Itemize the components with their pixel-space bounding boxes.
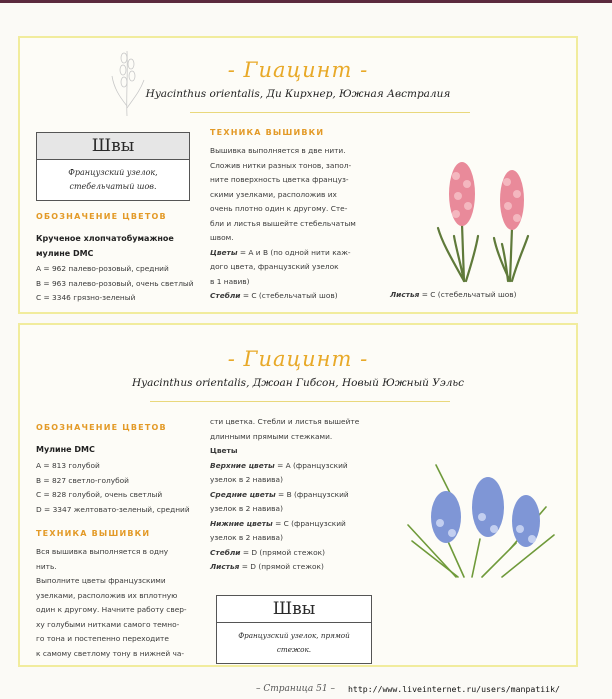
- technique-line: очень плотно один к другому. Сте-: [210, 204, 348, 213]
- technique-line: Вся вышивка выполняется в одну: [36, 547, 169, 556]
- technique-line: ните поверхность цветка француз-: [210, 175, 349, 184]
- hyacinth-panel-2: [18, 323, 578, 667]
- stitches-heading: Швы: [217, 596, 371, 623]
- hyacinth-panel-1: [18, 36, 578, 314]
- stitches-line: стебельчатый шов.: [69, 182, 157, 191]
- stitches-line: Французский узелок,: [68, 168, 158, 177]
- technique-heading: ТЕХНИКА ВЫШИВКИ: [210, 128, 325, 137]
- technique-line: к самому светлому тону в нижней ча-: [36, 648, 185, 658]
- threads-type-line: Крученое хлопчатобумажное: [36, 234, 174, 243]
- stitches-box: [36, 132, 190, 201]
- colors-label: Цветы: [210, 446, 238, 455]
- stems-value: = С (стебельчатый шов): [240, 291, 338, 300]
- flowers-line: [210, 246, 380, 261]
- technique-line: ху голубыми нитками самого темно-: [36, 619, 180, 629]
- middle-value: = В (французский: [275, 489, 349, 499]
- thread-item: B = 827 светло-голубой: [36, 475, 129, 485]
- upper-cont: узелок в 2 навива): [210, 475, 283, 484]
- pink-hyacinth-embroidery: [420, 156, 550, 286]
- leaves-line: [390, 288, 517, 303]
- section-subtitle: Hyacinthus orientalis, Джоан Гибсон, Новый Южный Уэльс: [131, 377, 464, 389]
- technique-line: го тона и постепенно переходите: [36, 634, 169, 643]
- stitches-body: Французский узелок, прямой стежок.: [238, 631, 350, 654]
- leaves-line: [210, 560, 390, 575]
- stitches-heading: Швы: [37, 133, 189, 160]
- technique-line: длинными прямыми стежками.: [210, 431, 333, 441]
- thread-item: A = 962 палево-розовый, средний: [36, 264, 169, 273]
- leaves-label: Листья: [390, 290, 420, 299]
- middle-label: Средние цветы: [210, 489, 276, 499]
- stems-line: [210, 289, 380, 304]
- threads-type: [36, 232, 174, 261]
- upper-line: [210, 459, 390, 474]
- technique-text: [36, 545, 206, 661]
- threads-list: [36, 262, 194, 306]
- subtitle-rule: [150, 401, 450, 402]
- thread-item: B = 963 палево-розовый, очень светлый: [36, 278, 194, 288]
- thread-item: D = 3347 желтовато-зеленый, средний: [36, 504, 190, 514]
- technique-text: [210, 144, 380, 304]
- upper-label: Верхние цветы: [210, 460, 275, 470]
- flowers-cont: дого цвета, французский узелок: [210, 262, 339, 271]
- section-title: - Гиацинт -: [227, 347, 369, 371]
- lower-label: Нижние цветы: [210, 518, 273, 528]
- page-number: – Страница 51 –: [256, 684, 335, 694]
- thread-item: A = 813 голубой: [36, 461, 100, 470]
- technique-line: один к другому. Начните работу свер-: [36, 605, 187, 614]
- technique-line: узелками, расположив их вплотную: [36, 590, 178, 600]
- leaves-value: = С (стебельчатый шов): [419, 290, 517, 299]
- technique-line: скими узелками, расположив их: [210, 189, 337, 199]
- technique-line: швом.: [210, 233, 234, 242]
- upper-value: = А (французский: [274, 460, 348, 470]
- instructions-col2: [210, 415, 390, 575]
- technique-line: бли и листья вышейте стебельчатым: [210, 218, 356, 228]
- thread-item: C = 3346 грязно-зеленый: [36, 293, 136, 302]
- stems-value: = D (прямой стежок): [240, 547, 325, 557]
- source-url: http://www.liveinternet.ru/users/manpatiik/: [348, 684, 560, 694]
- threads-type: Мулине DMC: [36, 445, 95, 454]
- flowers-value: = А и В (по одной нити каж-: [237, 247, 351, 257]
- leaves-value: = D (прямой стежок): [239, 562, 324, 571]
- top-edge-bar: [0, 0, 612, 3]
- stitches-box: [216, 595, 372, 664]
- threads-heading: ОБОЗНАЧЕНИЕ ЦВЕТОВ: [36, 212, 167, 221]
- thread-item: C = 828 голубой, очень светлый: [36, 490, 163, 499]
- subtitle-rule: [190, 112, 470, 113]
- technique-line: Сложив нитки разных тонов, запол-: [210, 160, 352, 170]
- flowers-cont: в 1 навив): [210, 276, 250, 286]
- stems-label: Стебли: [210, 291, 241, 300]
- stitches-body: [37, 160, 189, 200]
- hyacinth-sketch-icon: [104, 46, 150, 118]
- lower-line: [210, 517, 390, 532]
- flowers-label: Цветы: [210, 247, 238, 257]
- technique-heading: ТЕХНИКА ВЫШИВКИ: [36, 529, 151, 538]
- blue-hyacinth-embroidery: [406, 459, 556, 589]
- middle-line: [210, 488, 390, 503]
- technique-line: Выполните цветы французскими: [36, 576, 166, 585]
- technique-line: Вышивка выполняется в две нити.: [210, 146, 346, 155]
- threads-type-line: мулине DMC: [36, 248, 94, 258]
- lower-value: = С (французский: [272, 518, 346, 528]
- technique-line: сти цветка. Стебли и листья вышейте: [210, 417, 360, 426]
- leaves-label: Листья: [210, 562, 240, 571]
- stems-label: Стебли: [210, 547, 241, 557]
- section-title: - Гиацинт -: [227, 58, 369, 82]
- lower-cont: узелок в 2 навива): [210, 533, 283, 542]
- stems-line: [210, 546, 390, 561]
- technique-line: нить.: [36, 561, 57, 571]
- section-subtitle: Hyacinthus orientalis, Ди Кирхнер, Южная Австралия: [145, 88, 451, 100]
- threads-heading: ОБОЗНАЧЕНИЕ ЦВЕТОВ: [36, 423, 167, 432]
- middle-cont: узелок в 2 навива): [210, 504, 283, 513]
- threads-list: [36, 459, 190, 517]
